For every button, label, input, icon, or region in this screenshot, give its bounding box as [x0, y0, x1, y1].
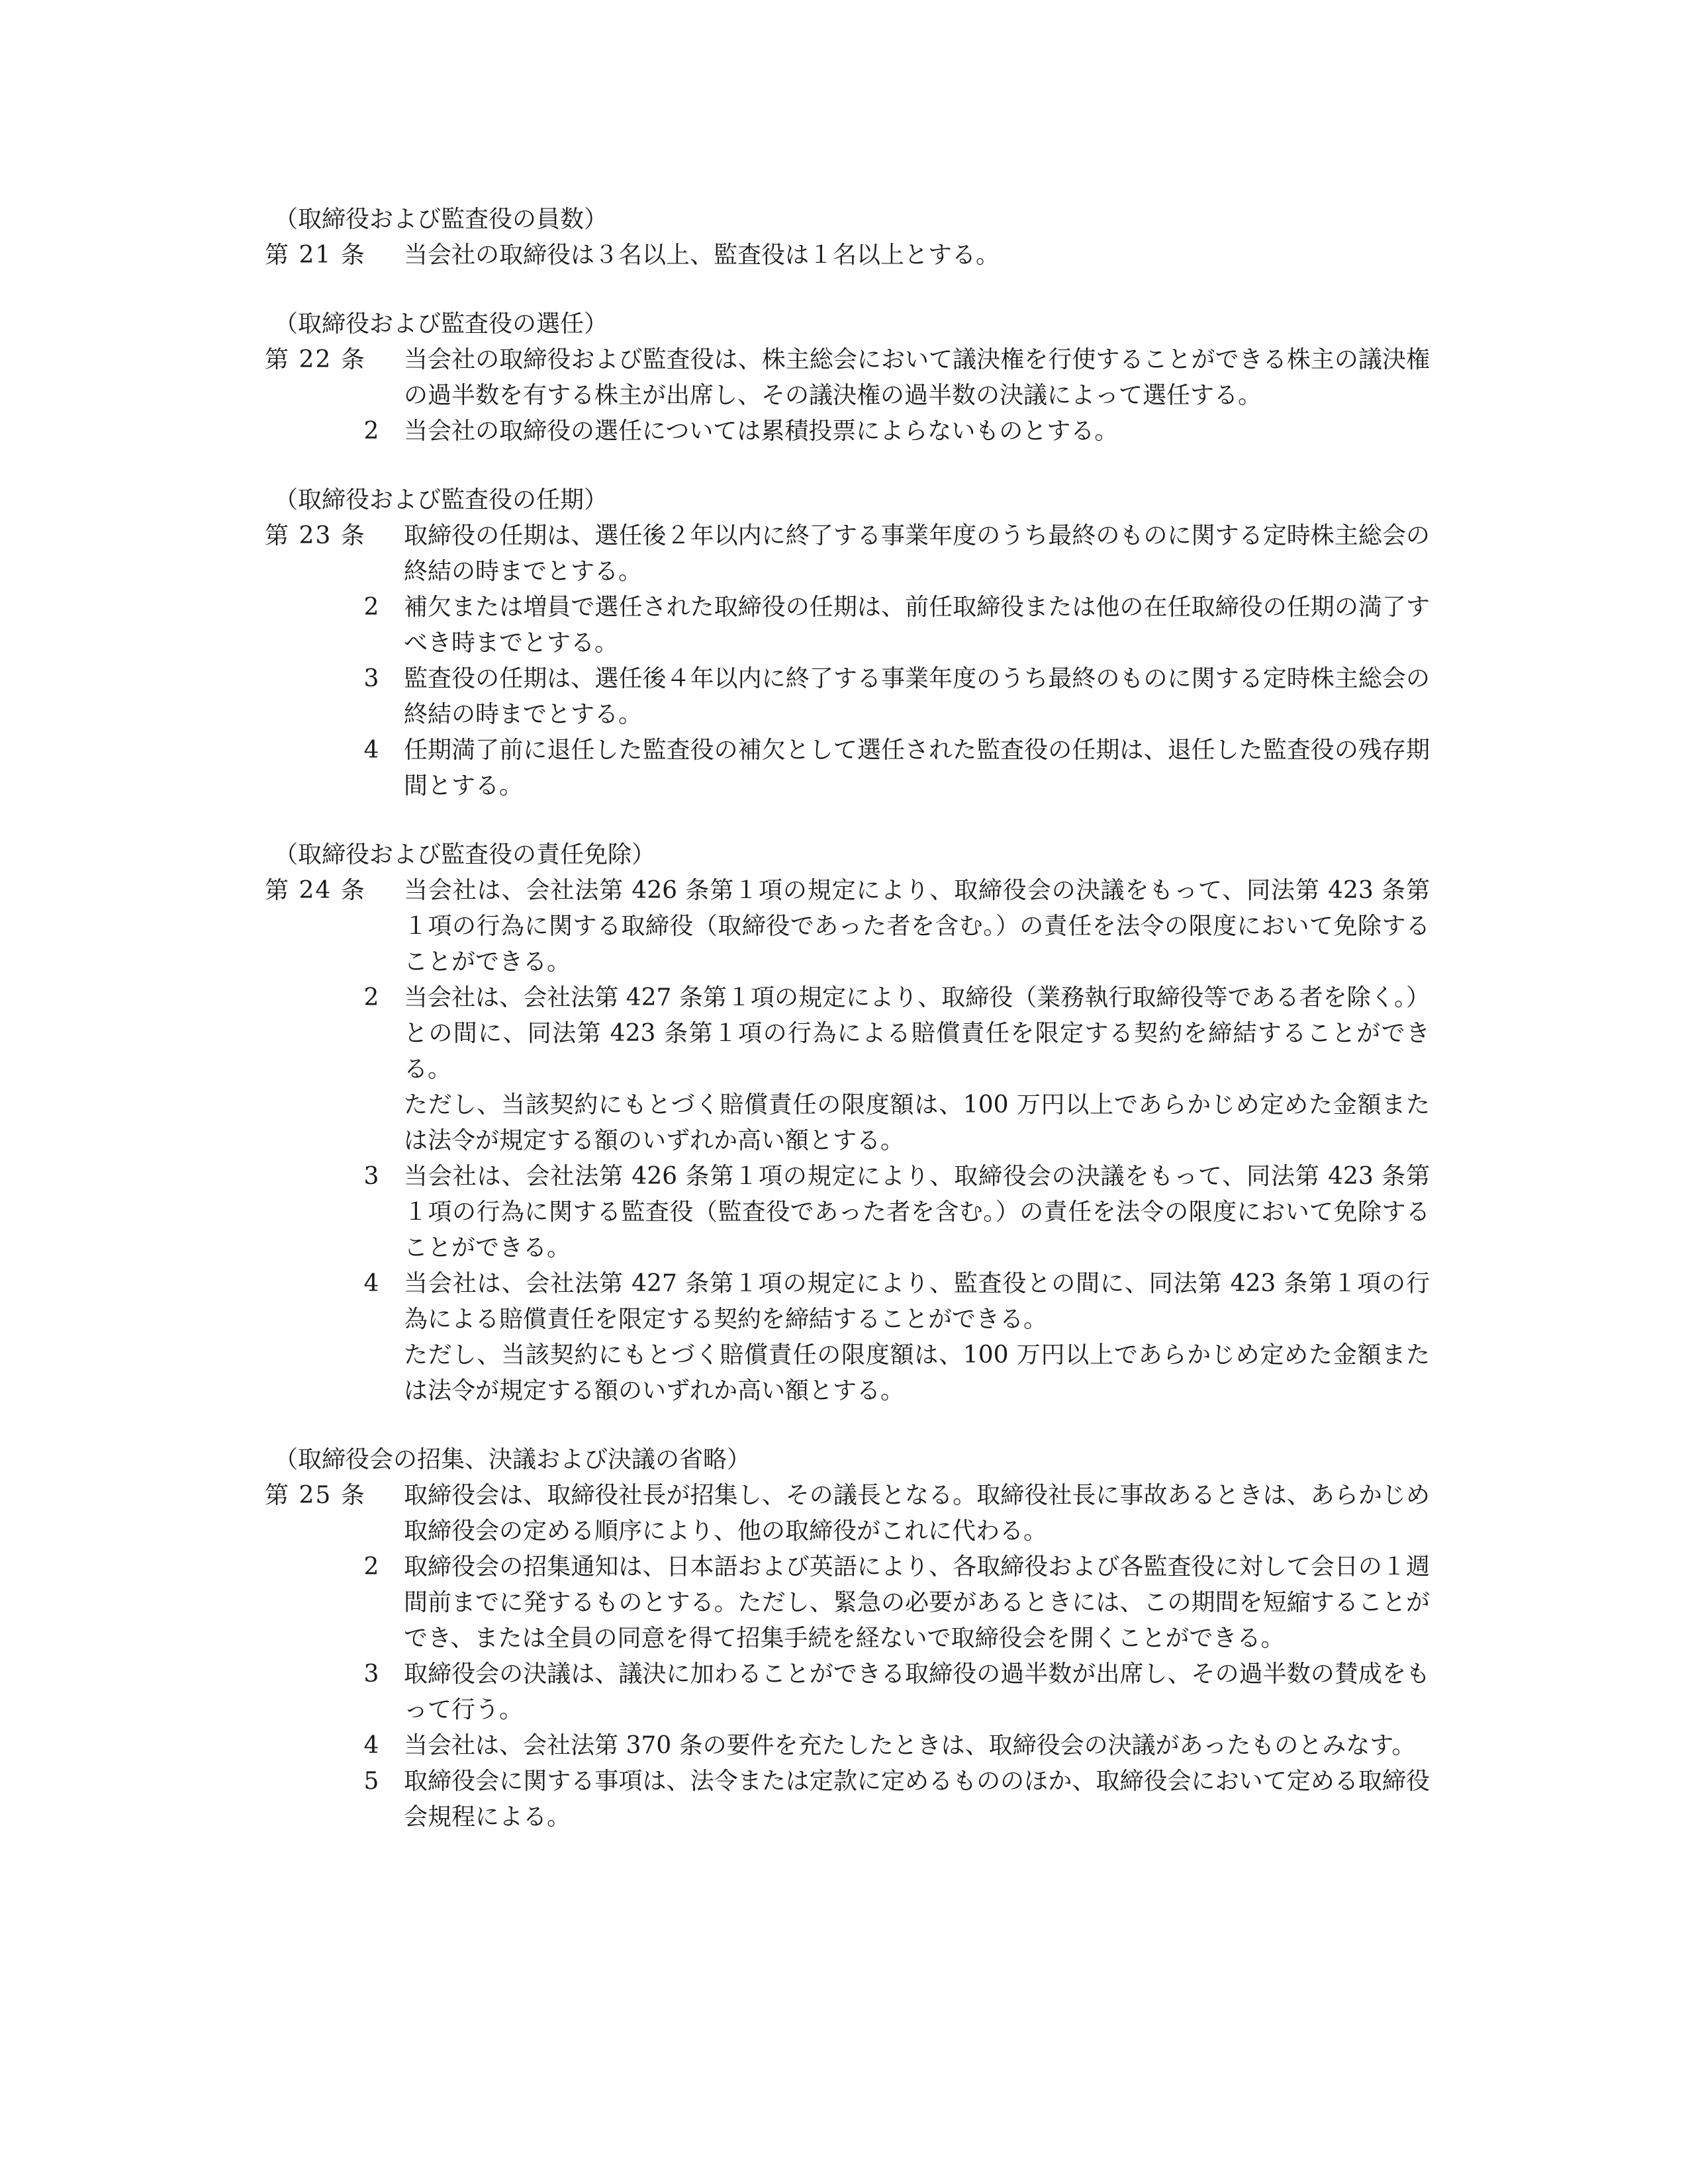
- article-number: 第 23 条: [265, 522, 366, 549]
- clause-number: 2: [363, 1553, 379, 1580]
- clause: [265, 1764, 1430, 1835]
- clause: [265, 590, 1430, 661]
- clause: [265, 1549, 1430, 1657]
- clause-proviso: ただし、当該契約にもとづく賠償責任の限度額は、100 万円以上であらかじめ定めた金額または法令が規定する額のいずれか高い額とする。: [404, 1091, 1430, 1154]
- clause-number: 2: [363, 594, 379, 621]
- clause-text: 任期満了前に退任した監査役の補欠として選任された監査役の任期は、退任した監査役の残存期間とする。: [404, 737, 1430, 799]
- clause-text: 補欠または増員で選任された取締役の任期は、前任取締役または他の在任取締役の任期の満了すべき時までとする。: [404, 594, 1430, 657]
- article-25: [265, 1442, 1430, 1835]
- clause: [265, 1266, 1430, 1409]
- clause-text: 当会社は、会社法第 427 条第１項の規定により、取締役（業務執行取締役等である者を除く。）との間に、同法第 423 条第１項の行為による賠償責任を限定する契約を締結することができる。: [404, 984, 1430, 1083]
- clause: [265, 1159, 1430, 1266]
- article-body: [265, 238, 1430, 273]
- clause-text: 取締役会の招集通知は、日本語および英語により、各取締役および各監査役に対して会日の１週間前までに発するものとする。ただし、緊急の必要があるときには、この期間を短縮することができ、または全員の同意を得て招集手続を経ないで取締役会を開くことができる。: [404, 1553, 1430, 1652]
- article-heading: （取締役および監査役の選任）: [274, 310, 608, 338]
- article-text: 当会社の取締役は３名以上、監査役は１名以上とする。: [404, 242, 1000, 269]
- clause-text: 取締役会に関する事項は、法令または定款に定めるもののほか、取締役会において定める取締役会規程による。: [404, 1768, 1430, 1831]
- clause: [265, 980, 1430, 1159]
- articles-of-incorporation-excerpt: [265, 202, 1430, 1868]
- article-heading: （取締役および監査役の責任免除）: [274, 841, 656, 868]
- clause-number: 3: [363, 665, 379, 692]
- clause-number: 5: [363, 1768, 379, 1795]
- clause-number: 4: [363, 737, 379, 764]
- article-heading: （取締役および監査役の員数）: [274, 206, 608, 233]
- article-number: 第 25 条: [265, 1482, 366, 1509]
- clause-number: 3: [363, 1661, 379, 1688]
- article-number: 第 22 条: [265, 346, 366, 373]
- clause-text: 当会社は、会社法第 427 条第１項の規定により、監査役との間に、同法第 423 条第１項の行為による賠償責任を限定する契約を締結することができる。: [404, 1270, 1430, 1333]
- clause-number: 4: [363, 1270, 379, 1297]
- article-22: [265, 306, 1430, 449]
- clause-text: 当会社は、会社法第 426 条第１項の規定により、取締役会の決議をもって、同法第 423 条第１項の行為に関する監査役（監査役であった者を含む。）の責任を法令の限度において免除することができる。: [404, 1163, 1430, 1261]
- article-heading: （取締役会の招集、決議および決議の省略）: [274, 1446, 751, 1473]
- clause-number: 4: [363, 1732, 379, 1759]
- clause: [265, 1657, 1430, 1728]
- clause-text: 取締役会の決議は、議決に加わることができる取締役の過半数が出席し、その過半数の賛成をもって行う。: [404, 1661, 1430, 1723]
- article-number: 第 24 条: [265, 877, 366, 904]
- clause: [265, 1728, 1430, 1764]
- article-24: [265, 837, 1430, 1409]
- clause-number: 3: [363, 1163, 379, 1190]
- article-text: 当会社は、会社法第 426 条第１項の規定により、取締役会の決議をもって、同法第 423 条第１項の行為に関する取締役（取締役であった者を含む。）の責任を法令の限度において免除することができる。: [404, 877, 1430, 976]
- article-body: [265, 342, 1430, 414]
- clause-proviso: ただし、当該契約にもとづく賠償責任の限度額は、100 万円以上であらかじめ定めた金額または法令が規定する額のいずれか高い額とする。: [404, 1342, 1430, 1404]
- clause-number: 2: [363, 984, 379, 1011]
- article-text: 取締役会は、取締役社長が招集し、その議長となる。取締役社長に事故あるときは、あらかじめ取締役会の定める順序により、他の取締役がこれに代わる。: [404, 1482, 1430, 1545]
- article-body: [265, 1478, 1430, 1549]
- article-body: [265, 873, 1430, 980]
- article-heading: （取締役および監査役の任期）: [274, 486, 608, 514]
- clause: [265, 414, 1430, 449]
- article-body: [265, 518, 1430, 590]
- clause-text: 当会社の取締役の選任については累積投票によらないものとする。: [404, 418, 1119, 445]
- clause-text: 当会社は、会社法第 370 条の要件を充たしたときは、取締役会の決議があったものとみなす。: [404, 1732, 1416, 1759]
- article-text: 取締役の任期は、選任後２年以内に終了する事業年度のうち最終のものに関する定時株主総会の終結の時までとする。: [404, 522, 1430, 585]
- article-23: [265, 482, 1430, 804]
- clause: [265, 661, 1430, 733]
- clause-number: 2: [363, 418, 379, 445]
- clause-text: 監査役の任期は、選任後４年以内に終了する事業年度のうち最終のものに関する定時株主総会の終結の時までとする。: [404, 665, 1430, 728]
- article-number: 第 21 条: [265, 242, 366, 269]
- article-text: 当会社の取締役および監査役は、株主総会において議決権を行使することができる株主の議決権の過半数を有する株主が出席し、その議決権の過半数の決議によって選任する。: [404, 346, 1430, 409]
- clause: [265, 733, 1430, 804]
- article-21: [265, 202, 1430, 273]
